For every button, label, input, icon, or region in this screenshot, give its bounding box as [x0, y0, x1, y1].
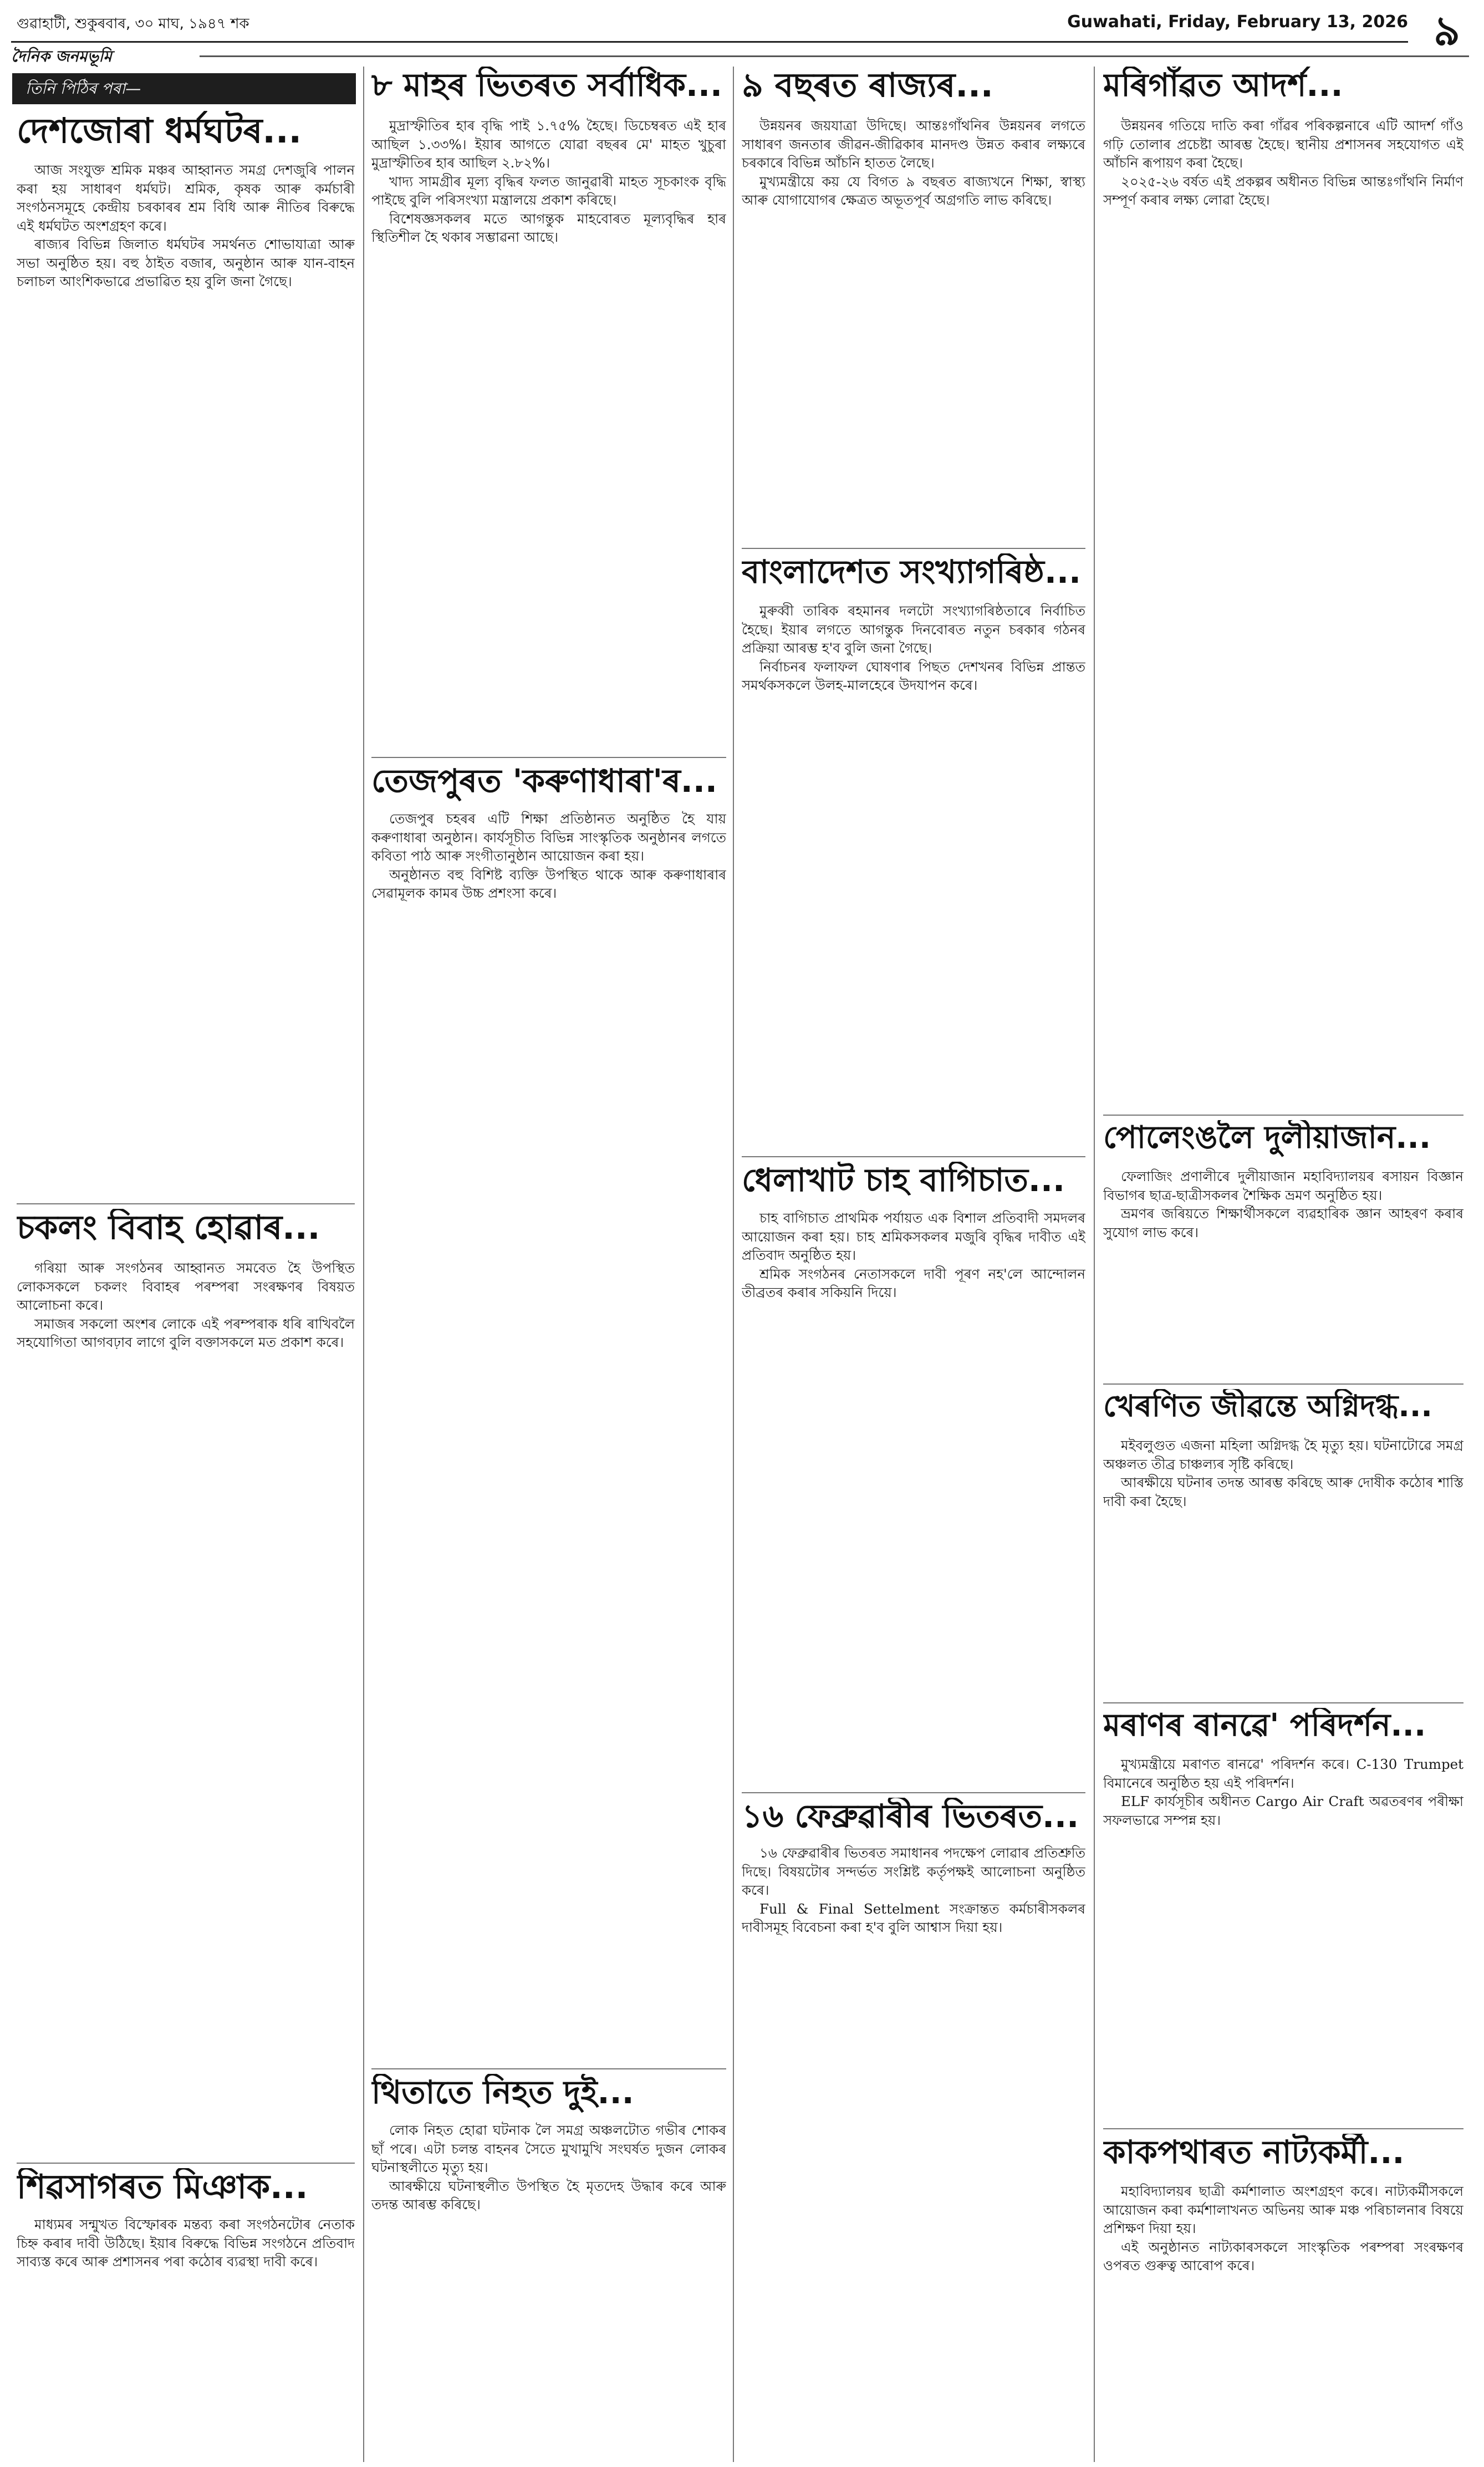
article-body [1103, 1167, 1463, 1378]
article-headline: দেশজোৰা ধৰ্মঘটৰ... [17, 111, 302, 151]
article-paragraph: উন্নয়নৰ গতিয়ে দাতি কৰা গাঁৱৰ পৰিকল্পনাৰে এটি আদৰ্শ গাঁও গঢ়ি তোলাৰ প্ৰচেষ্টা আৰম্ভ হৈছে। স্থানীয় প্ৰশাসনৰ সহযোগত এই আঁচনি ৰূপায়ণ কৰা হৈছে। [1103, 118, 1463, 171]
article-headline: ১৬ ফেব্ৰুৱাৰীৰ ভিতৰত... [742, 1798, 1079, 1835]
article-headline: ৯ বছৰত ৰাজ্যৰ... [742, 67, 993, 105]
article-divider [371, 757, 726, 758]
article-headline: ধেলাখাট চাহ বাগিচাত... [742, 1162, 1065, 1199]
article-headline: চকলং বিবাহ হোৱাৰ... [17, 1209, 320, 1247]
article-headline: মৰিগাঁৱত আদৰ্শ... [1103, 67, 1343, 104]
article-headline: খেৰণিত জীৱন্তে অগ্নিদগ্ধ... [1103, 1389, 1432, 1423]
column-tag-label: তিনি পিঠিৰ পৰা— [26, 79, 141, 98]
article-paragraph: মুখ্যমন্ত্ৰীয়ে কয় যে বিগত ৯ বছৰত ৰাজ্যখনে শিক্ষা, স্বাস্থ্য আৰু যোগাযোগৰ ক্ষেত্ৰত অভূতপূৰ্ব অগ্ৰগতি লাভ কৰিছে। [742, 173, 1085, 208]
article-headline: মৰাণৰ ৰানৱে' পৰিদৰ্শন... [1103, 1708, 1426, 1743]
article-divider [1103, 1383, 1463, 1385]
masthead-date-right: Guwahati, Friday, February 13, 2026 [1067, 12, 1408, 32]
article-paragraph: শ্ৰমিক সংগঠনৰ নেতাসকলে দাবী পূৰণ নহ'লে আন্দোলন তীব্ৰতৰ কৰাৰ সকিয়নি দিয়ে। [742, 1265, 1085, 1300]
article-paragraph: মুদ্ৰাস্ফীতিৰ হাৰ বৃদ্ধি পাই ১.৭৫% হৈছে। ডিচেম্বৰত এই হাৰ আছিল ১.৩৩%। ইয়াৰ আগতে যোৱা বছৰৰ মে' মাহত খুচুৰা মুদ্ৰাস্ফীতিৰ হাৰ আছিল ২.৮২%। [371, 118, 726, 171]
section-label: দৈনিক জনমভূমি [11, 47, 112, 65]
article-body [1103, 116, 1463, 1109]
article-paragraph: Full & Final Settelment সংক্ৰান্তত কৰ্মচাৰীসকলৰ দাবীসমূহ বিবেচনা কৰা হ'ব বুলি আশ্বাস দিয়া হয়। [742, 1900, 1085, 1935]
article-body [371, 116, 726, 749]
article-body [371, 2121, 726, 2454]
article-body [742, 602, 1085, 1151]
article-body [371, 810, 726, 2063]
article-paragraph: মুখ্যমন্ত্ৰীয়ে মৰাণত ৰানৱে' পৰিদৰ্শন কৰে। C-130 Trumpet বিমানেৰে অনুষ্ঠিত হয় এই পৰিদৰ্শন। [1103, 1756, 1463, 1791]
article-headline: তেজপুৰত 'কৰুণাধাৰা'ৰ... [371, 762, 717, 800]
article-paragraph: আজ সংযুক্ত শ্ৰমিক মঞ্চৰ আহ্বানত সমগ্ৰ দেশজুৰি পালন কৰা হয় সাধাৰণ ধৰ্মঘট। শ্ৰমিক, কৃষক আৰু কৰ্মচাৰী সংগঠনসমূহে কেন্দ্ৰীয় চৰকাৰৰ শ্ৰম বিধি আৰু নীতিৰ বিৰুদ্ধে এই ধৰ্মঘটত অংশগ্ৰহণ কৰে। [17, 162, 355, 234]
article-paragraph: সমাজৰ সকলো অংশৰ লোকে এই পৰম্পৰাক ধৰি ৰাখিবলৈ সহযোগিতা আগবঢ়াব লাগে বুলি বক্তাসকলে মত প্ৰকাশ কৰে। [17, 1315, 355, 1350]
article-paragraph: চাহ বাগিচাত প্ৰাথমিক পৰ্যায়ত এক বিশাল প্ৰতিবাদী সমদলৰ আয়োজন কৰা হয়। চাহ শ্ৰমিকসকলৰ মজুৰি বৃদ্ধিৰ দাবীত এই প্ৰতিবাদ অনুষ্ঠিত হয়। [742, 1210, 1085, 1263]
column-tag [12, 73, 356, 104]
article-paragraph: ভ্ৰমণৰ জৰিয়তে শিক্ষাৰ্থীসকলে ব্যৱহাৰিক জ্ঞান আহৰণ কৰাৰ সুযোগ লাভ কৰে। [1103, 1205, 1463, 1240]
article-divider [1103, 1702, 1463, 1703]
article-paragraph: মুৰুব্বী তাৰিক ৰহমানৰ দলটো সংখ্যাগৰিষ্ঠতাৰে নিৰ্বাচিত হৈছে। ইয়াৰ লগতে আগন্তুক দিনবোৰত নতুন চৰকাৰ গঠনৰ প্ৰক্ৰিয়া আৰম্ভ হ'ব বুলি জনা গৈছে। [742, 603, 1085, 656]
article-paragraph: এই অনুষ্ঠানত নাট্যকাৰসকলে সাংস্কৃতিক পৰম্পৰা সংৰক্ষণৰ ওপৰত গুৰুত্ব আৰোপ কৰে। [1103, 2239, 1463, 2273]
article-paragraph: তেজপুৰ চহৰৰ এটি শিক্ষা প্ৰতিষ্ঠানত অনুষ্ঠিত হৈ যায় কৰুণাধাৰা অনুষ্ঠান। কাৰ্যসূচীত বিভিন্ন সাংস্কৃতিক অনুষ্ঠানৰ লগতে কবিতা পাঠ আৰু সংগীতানুষ্ঠান আয়োজন কৰা হয়। [371, 811, 726, 864]
article-paragraph: আৰক্ষীয়ে ঘটনাস্থলীত উপস্থিত হৈ মৃতদেহ উদ্ধাৰ কৰে আৰু তদন্ত আৰম্ভ কৰিছে। [371, 2178, 726, 2212]
masthead-rule [11, 41, 1408, 43]
article-body [742, 116, 1085, 543]
article-paragraph: ফেলাজিং প্ৰণালীৰে দুলীয়াজান মহাবিদ্যালয়ৰ ৰসায়ন বিজ্ঞান বিভাগৰ ছাত্ৰ-ছাত্ৰীসকলৰ শৈক্ষিক ভ্ৰমণ অনুষ্ঠিত হয়। [1103, 1168, 1463, 1203]
article-headline: কাকপথাৰত নাট্যকৰ্মী... [1103, 2134, 1405, 2171]
article-body [742, 1209, 1085, 1786]
article-divider [17, 1203, 355, 1204]
article-body [17, 2215, 355, 2454]
article-body [1103, 1755, 1463, 2121]
article-body [1103, 2182, 1463, 2454]
article-body [17, 161, 355, 1192]
article-paragraph: আৰক্ষীয়ে ঘটনাৰ তদন্ত আৰম্ভ কৰিছে আৰু দোষীক কঠোৰ শাস্তি দাবী কৰা হৈছে। [1103, 1474, 1463, 1509]
page-number: ৯ [1433, 7, 1461, 55]
article-paragraph: লোক নিহত হোৱা ঘটনাক লৈ সমগ্ৰ অঞ্চলটোত গভীৰ শোকৰ ছাঁ পৰে। এটা চলন্ত বাহনৰ সৈতে মুখামুখি সংঘৰ্ষত দুজন লোকৰ ঘটনাস্থলীতে মৃত্যু হয়। [371, 2122, 726, 2175]
article-paragraph: নিৰ্বাচনৰ ফলাফল ঘোষণাৰ পিছত দেশখনৰ বিভিন্ন প্ৰান্তত সমৰ্থকসকলে উলহ-মালহেৰে উদযাপন কৰে। [742, 658, 1085, 693]
article-divider [17, 2163, 355, 2164]
article-headline: ৮ মাহৰ ভিতৰত সৰ্বাধিক... [371, 67, 723, 104]
article-headline: থিতাতে নিহত দুই... [371, 2074, 634, 2111]
article-headline: পোলেংঙলৈ দুলীয়াজান... [1103, 1120, 1431, 1156]
article-paragraph: অনুষ্ঠানত বহু বিশিষ্ট ব্যক্তি উপস্থিত থাকে আৰু কৰুণাধাৰাৰ সেৱামূলক কামৰ উচ্চ প্ৰশংসা কৰে। [371, 866, 726, 901]
article-paragraph: ৰাজ্যৰ বিভিন্ন জিলাত ধৰ্মঘটৰ সমৰ্থনত শোভাযাত্ৰা আৰু সভা অনুষ্ঠিত হয়। বহু ঠাইত বজাৰ, অনুষ্ঠান আৰু যান-বাহন চলাচল আংশিকভাৱে প্ৰভাৱিত হয় বুলি জনা গৈছে। [17, 236, 355, 289]
article-divider [742, 548, 1085, 549]
article-paragraph: মইবলুগুত এজনা মহিলা অগ্নিদগ্ধ হৈ মৃত্যু হয়। ঘটনাটোৱে সমগ্ৰ অঞ্চলত তীব্ৰ চাঞ্চল্যৰ সৃষ্টি কৰিছে। [1103, 1437, 1463, 1472]
article-body [742, 1844, 1085, 2454]
article-paragraph: ১৬ ফেব্ৰুৱাৰীৰ ভিতৰত সমাধানৰ পদক্ষেপ লোৱাৰ প্ৰতিশ্ৰুতি দিছে। বিষয়টোৰ সন্দৰ্ভত সংশ্লিষ্ট কৰ্তৃপক্ষই আলোচনা অনুষ্ঠিত কৰে। [742, 1845, 1085, 1898]
column-rule [733, 67, 734, 2462]
article-paragraph: মাধ্যমৰ সন্মুখত বিস্ফোৰক মন্তব্য কৰা সংগঠনটোৰ নেতাক চিহ্ন কৰাৰ দাবী উঠিছে। ইয়াৰ বিৰুদ্ধে বিভিন্ন সংগঠনে প্ৰতিবাদ সাব্যস্ত কৰে আৰু প্ৰশাসনৰ পৰা কঠোৰ ব্যৱস্থা দাবী কৰে। [17, 2216, 355, 2270]
article-paragraph: বিশেষজ্ঞসকলৰ মতে আগন্তুক মাহবোৰত মূল্যবৃদ্ধিৰ হাৰ স্থিতিশীল হৈ থকাৰ সম্ভাৱনা আছে। [371, 210, 726, 245]
section-name [11, 44, 194, 69]
column-rule [1094, 67, 1095, 2462]
masthead-date-left: গুৱাহাটী, শুকুৰবাৰ, ৩০ মাঘ, ১৯৪৭ শক [17, 16, 249, 32]
article-divider [371, 2068, 726, 2069]
article-divider [1103, 2128, 1463, 2129]
article-divider [742, 1792, 1085, 1793]
column-rule [363, 67, 364, 2462]
section-rule [200, 55, 1469, 57]
article-paragraph: খাদ্য সামগ্ৰীৰ মূল্য বৃদ্ধিৰ ফলত জানুৱাৰী মাহত সূচকাংক বৃদ্ধি পাইছে বুলি পৰিসংখ্যা মন্ত্ৰালয়ে প্ৰকাশ কৰিছে। [371, 173, 726, 208]
article-headline: শিৱসাগৰত মিঞাক... [17, 2168, 308, 2206]
article-divider [742, 1156, 1085, 1157]
article-paragraph: উন্নয়নৰ জয়যাত্ৰা উদিছে। আন্তঃগাঁথনিৰ উন্নয়নৰ লগতে সাধাৰণ জনতাৰ জীৱন-জীৱিকাৰ মানদণ্ড উন্নত কৰাৰ লক্ষ্যৰে চৰকাৰে বিভিন্ন আঁচনি হাতত লৈছে। [742, 118, 1085, 171]
article-headline: বাংলাদেশত সংখ্যাগৰিষ্ঠ... [742, 553, 1082, 591]
article-body [17, 1259, 355, 2157]
article-divider [1103, 1115, 1463, 1116]
article-body [1103, 1436, 1463, 1697]
article-paragraph: গৰিয়া আৰু সংগঠনৰ আহ্বানত সমবেত হৈ উপস্থিত লোকসকলে চকলং বিবাহৰ পৰম্পৰা সংৰক্ষণৰ বিষয়ত আলোচনা কৰে। [17, 1260, 355, 1313]
article-paragraph: ELF কাৰ্যসূচীৰ অধীনত Cargo Air Craft অৱতৰণৰ পৰীক্ষা সফলভাৱে সম্পন্ন হয়। [1103, 1793, 1463, 1828]
article-paragraph: মহাবিদ্যালয়ৰ ছাত্ৰী কৰ্মশালাত অংশগ্ৰহণ কৰে। নাট্যকৰ্মীসকলে আয়োজন কৰা কৰ্মশালাখনত অভিনয় আৰু মঞ্চ পৰিচালনাৰ বিষয়ে প্ৰশিক্ষণ দিয়া হয়। [1103, 2183, 1463, 2236]
article-paragraph: ২০২৫-২৬ বৰ্ষত এই প্ৰকল্পৰ অধীনত বিভিন্ন আন্তঃগাঁথনি নিৰ্মাণ সম্পূৰ্ণ কৰাৰ লক্ষ্য লোৱা হৈছে। [1103, 173, 1463, 208]
